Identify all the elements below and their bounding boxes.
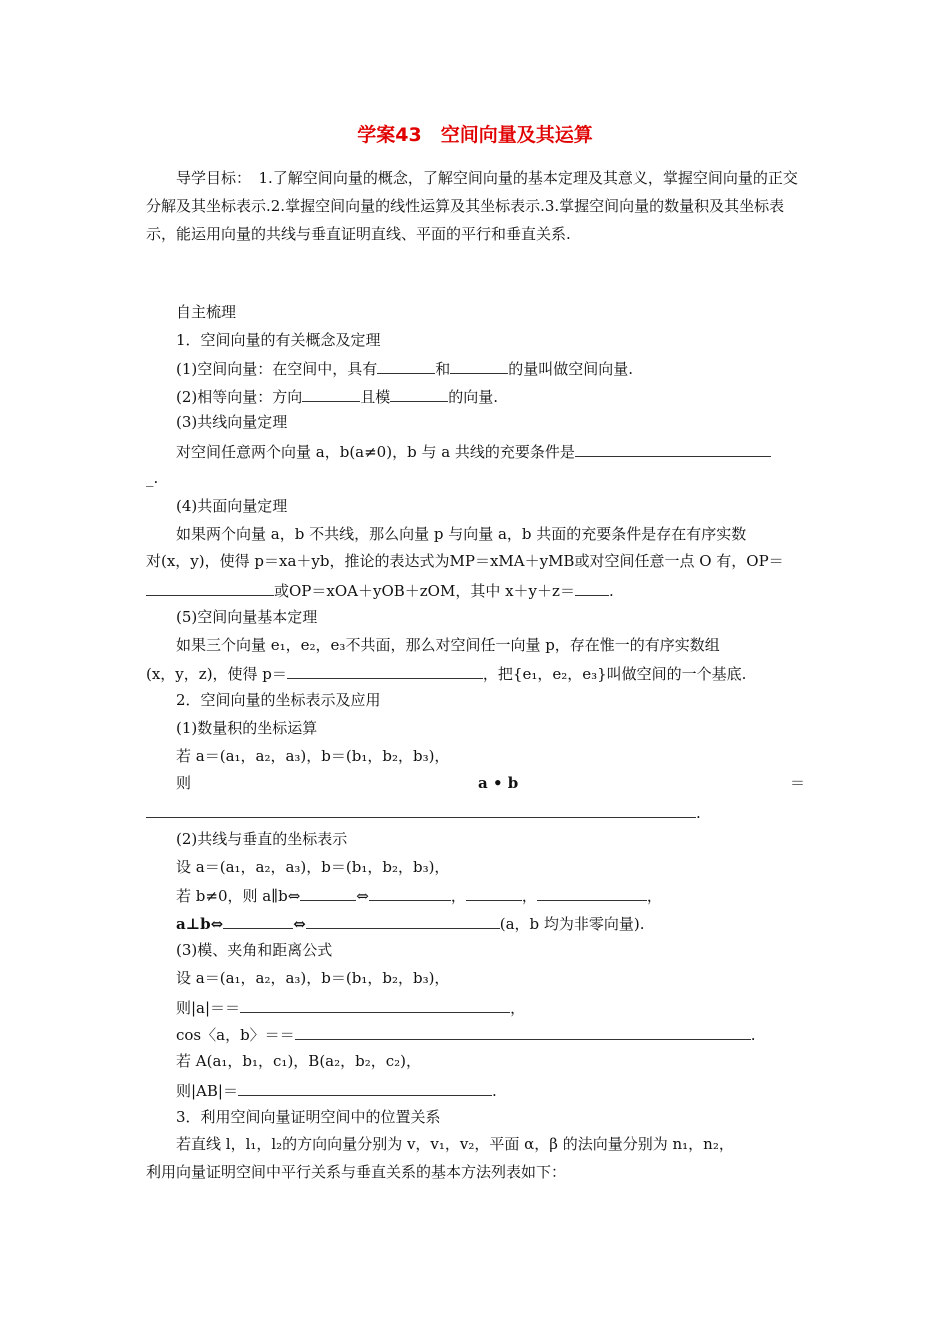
parallel-line-1: 设 a＝(a₁，a₂，a₃)，b＝(b₁，b₂，b₃)，	[176, 858, 450, 876]
text: ，	[510, 999, 526, 1017]
text: ，把{e₁，e₂，e₃}叫做空间的一个基底.	[482, 665, 747, 683]
text: 的向量.	[448, 388, 499, 406]
text: 或OP＝xOA＋yOB＋zOM，其中 x＋y＋z＝	[274, 582, 575, 600]
blank	[306, 912, 500, 929]
blank	[240, 996, 510, 1013]
position-line-2: 利用向量证明空间中平行关系与垂直关系的基本方法列表如下：	[146, 1163, 567, 1181]
text: .	[696, 804, 701, 822]
position-line-1: 若直线 l，l₁，l₂的方向向量分别为 v，v₁，v₂，平面 α，β 的法向量分别为 n₁，n₂，	[176, 1135, 734, 1153]
section-heading: 自主梳理	[176, 303, 237, 321]
text: 若 b≠0，则 a∥b⇔	[176, 887, 301, 905]
text: ，	[450, 887, 466, 905]
blank	[537, 884, 647, 901]
dot-product-blank-line	[146, 801, 701, 823]
blank	[146, 801, 696, 818]
item-equal-vector	[176, 385, 498, 407]
text: 对空间任意两个向量 a，b(a≠0)，b 与 a 共线的充要条件是	[176, 443, 575, 461]
blank	[369, 884, 451, 901]
item-space-vector	[176, 357, 633, 379]
text: cos〈a，b〉＝＝	[176, 1026, 295, 1044]
coplanar-line-3	[146, 579, 614, 601]
dot-product-then: 则	[176, 774, 192, 792]
page-title: 学案43 空间向量及其运算	[357, 124, 593, 146]
text: .	[491, 1082, 497, 1100]
blank	[450, 357, 508, 374]
parallel-line-2	[176, 884, 662, 906]
basis-line-2	[146, 662, 746, 684]
item-basis-theorem: (5)空间向量基本定理	[176, 608, 318, 626]
subsection-2-heading: 2．空间向量的坐标表示及应用	[176, 691, 381, 709]
text: .	[608, 582, 614, 600]
item-parallel-perpendicular: (2)共线与垂直的坐标表示	[176, 830, 348, 848]
text: .	[750, 1026, 756, 1044]
collinear-end: _.	[146, 469, 159, 487]
blank	[302, 385, 360, 402]
item-magnitude-angle-distance: (3)模、夹角和距离公式	[176, 941, 333, 959]
subsection-3-heading: 3．利用空间向量证明空间中的位置关系	[176, 1108, 441, 1126]
dot-product-equals: ＝	[790, 774, 806, 792]
blank	[300, 884, 356, 901]
text: (x，y，z)，使得 p＝	[146, 665, 287, 683]
text: (a，b 均为非零向量).	[499, 915, 645, 933]
magnitude-line-2	[176, 996, 525, 1018]
text: 则|a|＝＝	[176, 999, 241, 1017]
text: (1)空间向量：在空间中，具有	[176, 360, 378, 378]
blank	[223, 912, 293, 929]
blank	[377, 357, 435, 374]
text: 和	[435, 360, 451, 378]
dot-product-expression: a • b	[478, 774, 519, 792]
text: ⇔	[356, 887, 369, 905]
subsection-1-heading: 1．空间向量的有关概念及定理	[176, 331, 381, 349]
coplanar-line-1: 如果两个向量 a，b 不共线，那么向量 p 与向量 a，b 共面的充要条件是存在有序实数	[176, 525, 747, 543]
blank	[466, 884, 522, 901]
item-collinear-theorem: (3)共线向量定理	[176, 413, 288, 431]
dot-product-line-1: 若 a＝(a₁，a₂，a₃)，b＝(b₁，b₂，b₃)，	[176, 747, 450, 765]
magnitude-line-1: 设 a＝(a₁，a₂，a₃)，b＝(b₁，b₂，b₃)，	[176, 969, 450, 987]
blank	[575, 440, 771, 457]
text: ，	[646, 887, 662, 905]
item-coplanar-theorem: (4)共面向量定理	[176, 497, 288, 515]
blank	[575, 579, 609, 596]
text: ，	[521, 887, 537, 905]
distance-line	[176, 1079, 497, 1101]
text: ⇔	[293, 915, 306, 933]
text: 则|AB|＝	[176, 1082, 238, 1100]
blank	[238, 1079, 492, 1096]
text: 且模	[360, 388, 391, 406]
text: (2)相等向量：方向	[176, 388, 303, 406]
coplanar-line-2: 对(x，y)，使得 p＝xa＋yb，推论的表达式为MP＝xMA＋yMB或对空间任意一点 O 有，OP＝	[146, 552, 784, 570]
learning-goals: 导学目标： 1.了解空间向量的概念，了解空间向量的基本定理及其意义，掌握空间向量的正交分解及其坐标表示.2.掌握空间向量的线性运算及其坐标表示.3.掌握空间向量的数量积及其坐标表示，能运用向量的共线与垂直证明直线、平面的平行和垂直关系.	[146, 169, 798, 243]
item-dot-product: (1)数量积的坐标运算	[176, 719, 318, 737]
collinear-line	[176, 440, 771, 462]
perpendicular-line	[176, 912, 645, 934]
blank	[295, 1023, 751, 1040]
text: 的量叫做空间向量.	[508, 360, 634, 378]
blank	[146, 579, 274, 596]
text: a⊥b⇔	[176, 915, 224, 933]
cosine-line	[176, 1023, 755, 1045]
basis-line-1: 如果三个向量 e₁，e₂，e₃不共面，那么对空间任一向量 p，存在惟一的有序实数组	[176, 636, 720, 654]
points-line: 若 A(a₁，b₁，c₁)，B(a₂，b₂，c₂)，	[176, 1052, 422, 1070]
blank	[390, 385, 448, 402]
blank	[287, 662, 483, 679]
